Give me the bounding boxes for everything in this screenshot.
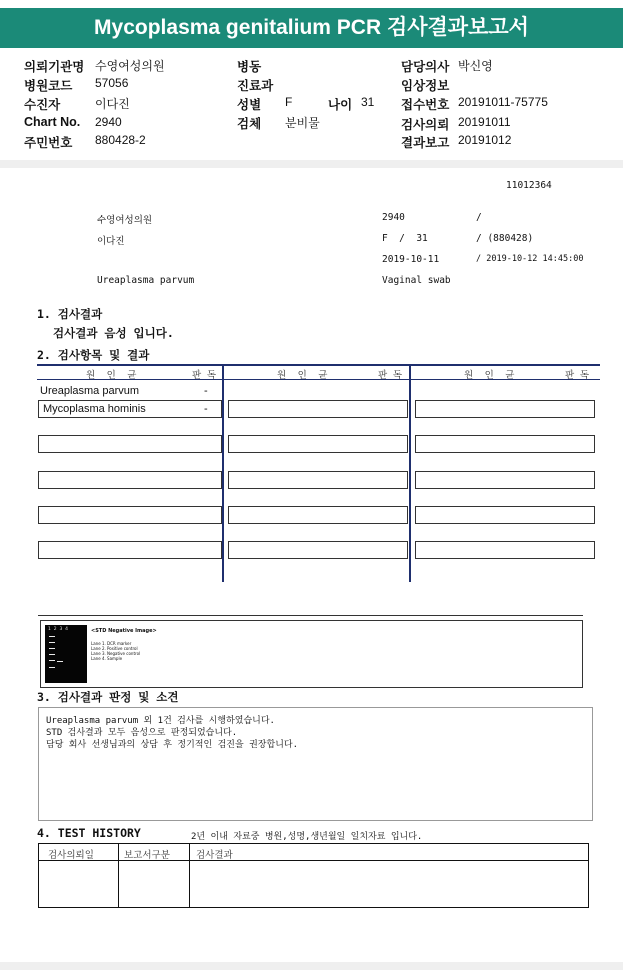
history-divider-1 [118,843,119,908]
table-row [228,400,408,418]
table-row [228,506,408,524]
history-header-rule [38,860,589,861]
col-header-organism-1: 원 인 균 [86,370,137,381]
info-date-received: 2019-10-11 [382,254,440,265]
gel-band [49,648,55,649]
table-top-rule [37,364,600,366]
info-slash: / [476,212,482,223]
gel-caption-line-3: Lane 3. Negative control [91,651,141,656]
info-dob: / (880428) [476,233,534,244]
history-note: 2년 이내 자료중 병원,성명,생년월일 일치자료 입니다. [191,832,423,842]
gel-caption-line-1: Lane 1. DCR marker [91,641,132,646]
table-row [415,471,595,489]
label-ward: 병동 [237,60,262,74]
section1-result-text: 검사결과 음성 입니다. [53,326,174,340]
label-chart-no: Chart No. [24,115,81,129]
label-hospital-code: 병원코드 [24,79,73,93]
col-header-organism-3: 원 인 균 [464,370,515,381]
table-row [38,435,222,453]
label-patient: 수진자 [24,98,61,112]
table-row [228,471,408,489]
gel-caption-line-2: Lane 2. Positive control [91,646,138,651]
table-divider-2 [409,366,411,582]
history-divider-2 [189,843,190,908]
label-report-date: 결과보고 [401,136,450,150]
label-age: 나이 [328,98,353,112]
gel-caption-title: <STD Negative Image> [91,628,157,634]
history-right-border [588,843,589,908]
label-department: 진료과 [237,79,274,93]
info-organism: Ureaplasma parvum [97,275,195,286]
history-left-border [38,843,39,908]
opinion-line-1: Ureaplasma parvum 외 1건 검사를 시행하였습니다. [46,716,275,726]
gel-band [49,667,55,668]
header-separator [0,160,623,168]
info-specimen: Vaginal swab [382,275,451,286]
col-header-result-2: 판 독 [378,370,403,381]
history-header-report-type: 보고서구분 [124,850,170,861]
section1-title: 1. 검사결과 [37,307,103,321]
gel-band [49,654,55,655]
label-sex: 성별 [237,98,262,112]
label-specimen: 검체 [237,117,262,131]
label-doctor: 담당의사 [401,60,450,74]
gel-band [49,642,55,643]
report-number: 11012364 [506,180,552,191]
table-row [228,541,408,559]
table-row [415,541,595,559]
info-hospital: 수영여성의원 [97,215,153,226]
table-row [38,506,222,524]
table-row [415,435,595,453]
history-bottom-rule [38,907,589,908]
col-header-result-1: 판 독 [192,370,217,381]
label-request-date: 검사의뢰 [401,118,450,132]
table-divider-1 [222,366,224,582]
gel-band [49,660,55,661]
label-hospital: 의뢰기관명 [24,60,85,74]
table-row [415,400,595,418]
section2-title: 2. 검사항목 및 결과 [37,348,150,362]
value-resident-no: 880428-2 [95,133,146,147]
table-row [38,541,222,559]
value-specimen: 분비물 [285,116,320,130]
opinion-line-2: STD 검사결과 모두 음성으로 판정되었습니다. [46,728,238,738]
info-date-reported: / 2019-10-12 14:45:00 [476,254,584,264]
result-organism-2: Mycoplasma hominis [43,403,146,415]
value-receipt-no: 20191011-75775 [458,95,548,109]
col-header-result-3: 판 독 [565,370,590,381]
result-value-2: - [204,403,208,415]
gel-caption-line-4: Lane 4. Sample [91,656,123,661]
label-clinical-info: 임상정보 [401,79,450,93]
result-value-1: - [204,385,208,397]
gel-top-rule [38,615,583,616]
section4-title: 4. TEST HISTORY [37,826,141,840]
value-chart-no: 2940 [95,115,122,129]
value-hospital: 수영여성의원 [95,59,165,73]
label-receipt-no: 접수번호 [401,98,450,112]
gel-band [49,636,55,637]
info-chart: 2940 [382,212,405,223]
value-sex: F [285,95,293,109]
table-row [415,506,595,524]
value-patient: 이다진 [95,97,130,111]
table-row [228,435,408,453]
section3-title: 3. 검사결과 판정 및 소견 [37,690,179,704]
info-patient: 이다진 [97,236,125,247]
gel-band [57,661,63,662]
col-header-organism-2: 원 인 균 [277,370,328,381]
history-header-result: 검사결과 [196,850,233,861]
value-doctor: 박신영 [458,59,493,73]
label-resident-no: 주민번호 [24,136,73,150]
footer-band [0,962,623,970]
history-header-request-date: 검사의뢰일 [48,850,94,861]
result-organism-1: Ureaplasma parvum [40,385,140,397]
opinion-line-3: 담당 회사 선생님과의 상담 후 정기적인 검진을 권장합니다. [46,740,299,750]
value-hospital-code: 57056 [95,76,129,90]
value-report-date: 20191012 [458,133,512,147]
gel-lane-numbers: 1 2 3 4 [48,627,69,632]
value-age: 31 [361,95,375,109]
report-title: Mycoplasma genitalium PCR 검사결과보고서 [0,8,623,48]
history-top-rule [38,843,589,844]
info-sex-age: F / 31 [382,233,428,244]
table-row [38,471,222,489]
value-request-date: 20191011 [458,115,511,129]
